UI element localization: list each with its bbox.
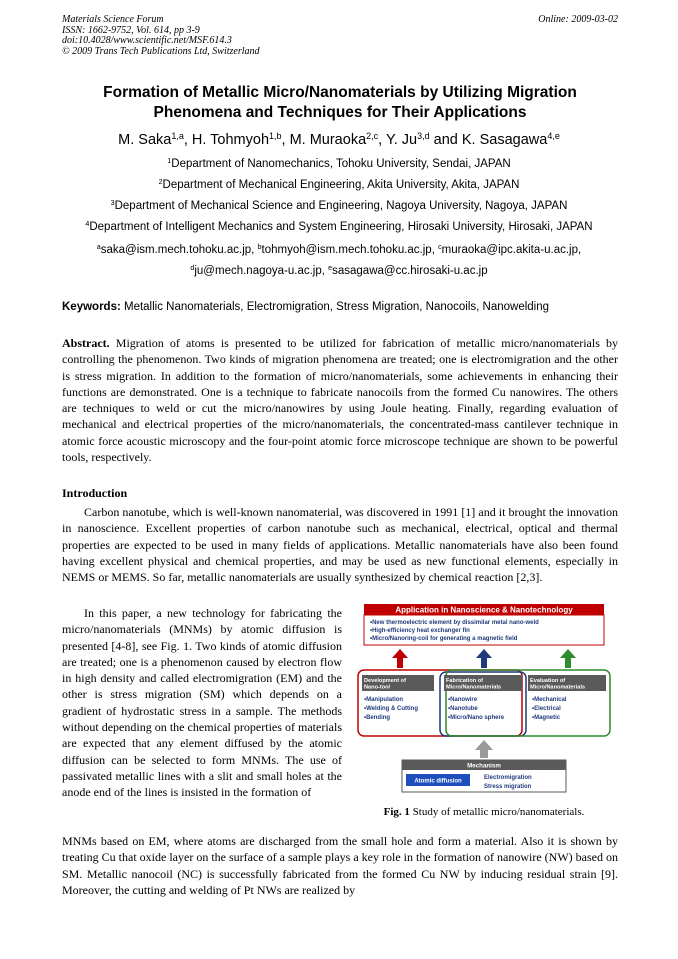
doi: doi:10.4028/www.scientific.net/MSF.614.3 [62, 35, 232, 46]
atomic-diffusion-label: Atomic diffusion [414, 778, 462, 785]
affiliation-2: $^2$Department of Mechanical Engineering, Akita University, Akita, JAPAN [158, 178, 520, 191]
intro-paragraph-3: MNMs based on EM, where atoms are discharged from the small hole and form a material. Also it is shown by treating Cu that oxide layer on the surface of a sample plays a key role in the formation of nanowire (NW) based on SM. Metallic nanocoil (NC) is successfully fabricated from the formed Cu NW by inducing residual strain [9]. Moreover, the cutting and welding of Pt NWs are realized by [62, 834, 618, 897]
fab-item-1: •Nanowire [448, 697, 478, 703]
fab-item-3: •Micro/Nano sphere [448, 715, 505, 721]
top-title: Application in Nanoscience & Nanotechnology [395, 605, 573, 615]
intro-paragraph-2: In this paper, a new technology for fabricating the micro/nanomaterials (MNMs) by atomic diffusion is presented [4-8], see Fig. 1. Two kinds of atomic diffusion are treated; one is a phenomenon caused by electron flow in high density and called electromigration (EM) and the other is stress migration (SM) which depends on a gradient of hydrostatic stress in a sample. The methods without depending on the chemical properties of materials are expected that any element diffused by the atomic diffusion can be selected to form MNMs. The use of passivated metallic lines with a slit and small holes at the anode end of the lines is insisted in the formation of [62, 606, 342, 800]
affiliation-1: $^1$Department of Nanomechanics, Tohoku University, Sendai, JAPAN [167, 157, 511, 170]
journal-name: Materials Science Forum [62, 14, 164, 25]
eval-item-1: •Mechanical [532, 697, 567, 703]
eval-item-2: •Electrical [532, 706, 561, 712]
intro-paragraph-1: Carbon nanotube, which is well-known nanomaterial, was discovered in 1991 [1] and it brought the innovation in nanoscience. Excellent properties of carbon nanotube such as mechanical, electrical, optical and thermal properties are expected to be used in many fields of applications. Metallic nanomaterials have also been found having excellent physical and chemical properties, and may be used as new functional elements, especially in NEMS or MEMS. So far, metallic nanomaterials are usually synthesized by chemical reaction [2,3]. [62, 505, 618, 585]
fab-title: Fabrication of Micro/Nanomaterials [446, 678, 502, 691]
dev-item-2: •Welding & Cutting [364, 706, 418, 712]
author-list: M. Saka$^{1,a}$, H. Tohmyoh$^{1,b}$, M. Muraoka$^{2,c}$, Y. Ju$^{3,d}$ and K. Sasagawa$^{4,e}$ [118, 131, 560, 148]
top-item-1: •New thermoelectric element by dissimilar metal nano-weld [370, 620, 539, 626]
arrow-up-navy [476, 649, 492, 668]
online-date: Online: 2009-03-02 [538, 14, 618, 25]
figure-1-diagram [356, 602, 612, 794]
arrow-up-red [392, 649, 408, 668]
dev-item-3: •Bending [364, 715, 391, 721]
mechanism-title: Mechanism [467, 762, 501, 770]
affiliation-4: $^4$Department of Intelligent Mechanics and System Engineering, Hirosaki University, Hirosaki, JAPAN [85, 220, 593, 233]
dev-item-1: •Manipulation [364, 697, 404, 703]
arrow-up-green [560, 649, 576, 668]
issn: ISSN: 1662-9752, Vol. 614, pp 3-9 [62, 24, 200, 36]
section-heading-introduction: Introduction [62, 486, 128, 500]
keywords: Keywords: Metallic Nanomaterials, Electromigration, Stress Migration, Nanocoils, Nanowelding [62, 301, 550, 313]
figure-1-caption: Fig. 1 Study of metallic micro/nanomaterials. [383, 806, 585, 818]
journal-header [62, 15, 618, 57]
mechanism-item-1: Electromigration [484, 775, 532, 781]
top-item-3: •Micro/Nanoring-coil for generating a magnetic field [370, 636, 518, 642]
fab-item-2: •Nanotube [448, 706, 478, 712]
affiliation-3: $^3$Department of Mechanical Science and Engineering, Nagoya University, Nagoya, JAPAN [110, 199, 568, 212]
copyright: © 2009 Trans Tech Publications Ltd, Switzerland [62, 45, 260, 57]
emails-line-1: $^a$saka@ism.mech.tohoku.ac.jp, $^b$tohmyoh@ism.mech.tohoku.ac.jp, $^c$muraoka@ipc.akita-u.ac.jp, [96, 243, 582, 256]
eval-title: Evaluation of Micro/Nanomaterials [530, 678, 586, 691]
paper-title: Formation of Metallic Micro/Nanomaterials by Utilizing Migration Phenomena and Techniques for Their Applications [103, 84, 577, 121]
arrow-up-gray [475, 740, 493, 758]
dev-title: Development of Nano-tool [364, 678, 406, 691]
emails-line-2: $^d$ju@mech.nagoya-u.ac.jp, $^e$sasagawa@cc.hirosaki-u.ac.jp [190, 264, 488, 277]
mechanism-item-2: Stress migration [484, 784, 532, 790]
abstract: Abstract. Migration of atoms is presented to be utilized for fabrication of metallic micro/nanomaterials by controlling the phenomenon. Two kinds of migration phenomena are treated; one is electromigration and the other is stress migration. In addition to the formation of micro/nanomaterials, some achievements in enhancing their functions are demonstrated. One is a technique to fabricate nanocoils from the formed Cu nanowires. The others are techniques to weld or cut the micro/nanowires by using Joule heating. Finally, regarding evaluation of mechanical and electrical properties of the micro/nanomaterials, the concentrated-mass cantilever technique in atomic force acoustic microscopy and the four-point atomic force microscope technique are shown to be powerful tools, respectively. [62, 336, 618, 465]
top-item-2: •High-efficiency heat exchanger fin [370, 628, 470, 634]
eval-item-3: •Magnetic [532, 715, 561, 721]
